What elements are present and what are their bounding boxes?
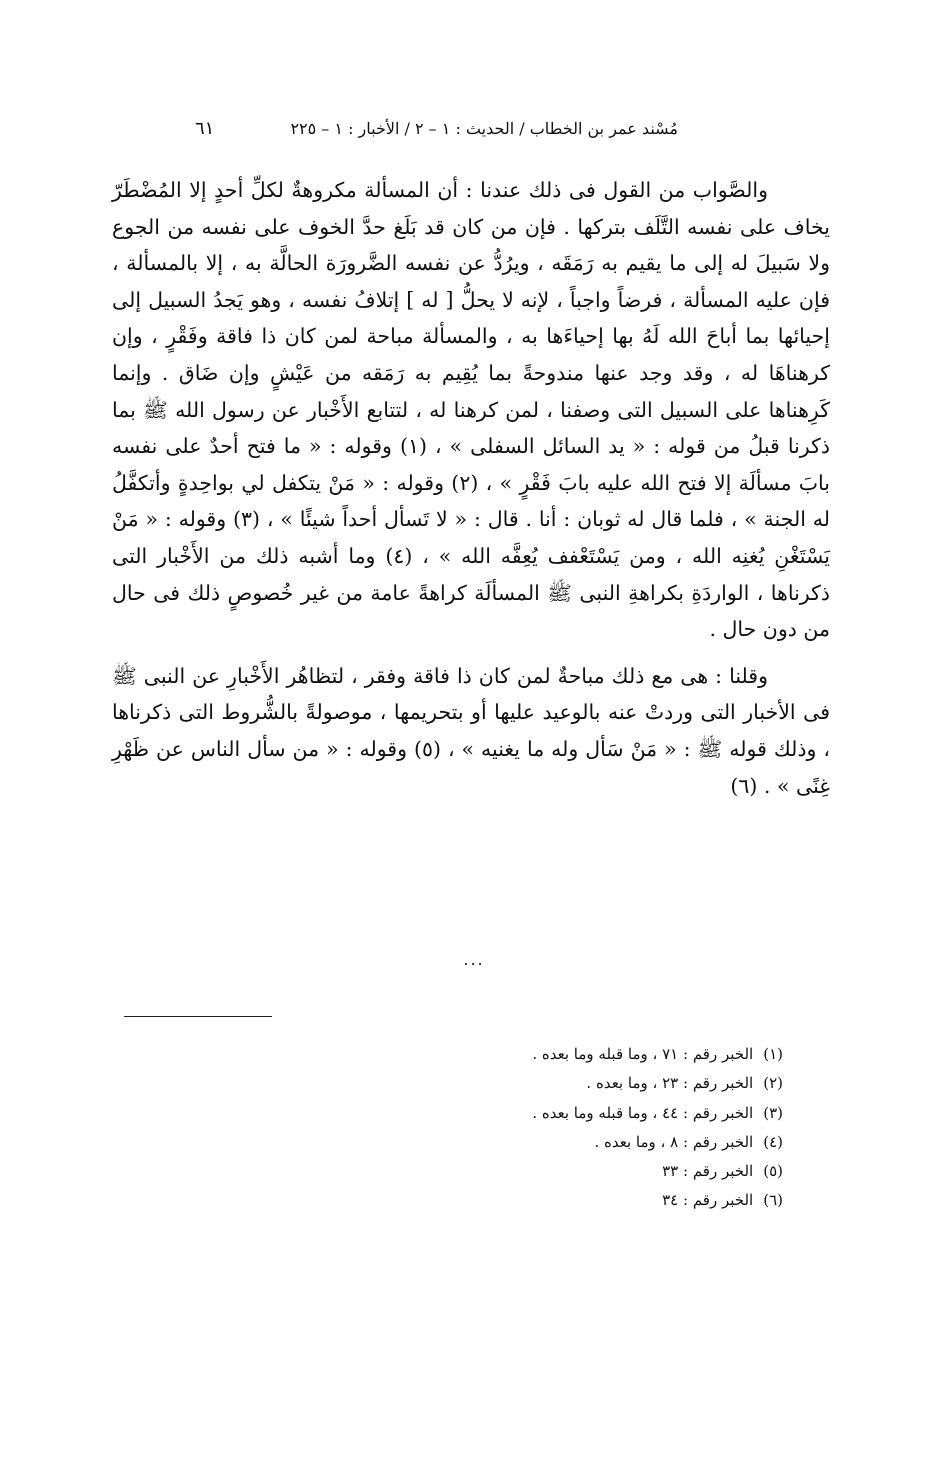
footnotes-list <box>532 1040 783 1216</box>
footnote-text: الخبر رقم : ٣٤ <box>662 1191 754 1210</box>
footnote-text: الخبر رقم : ٣٣ <box>662 1162 754 1181</box>
footnote-item <box>532 1069 783 1098</box>
footnote-number: (٦) <box>763 1191 783 1210</box>
footnote-text: الخبر رقم : ٢٣ ، وما بعده . <box>586 1074 754 1093</box>
footnote-number: (٣) <box>763 1103 783 1122</box>
footnote-text: الخبر رقم : ٨ ، وما بعده . <box>594 1132 754 1151</box>
footnote-text: الخبر رقم : ٤٤ ، وما قبله وما بعده . <box>532 1103 754 1122</box>
paragraph: وقلنا : هى مع ذلك مباحةٌ لمن كان ذا فاقة وفقر ، لتظاهُر الأَخْبارِ عن النبى ﷺ فى الأخبار التى وردتْ عنه بالوعيد عليها أو بتحريمها ، موصولةً بالشُّروط التى ذكرناها ، وذلك قوله ﷺ : « مَنْ سَأل وله ما يغنيه » ، (٥) وقوله : « من سأل الناس عن ظَهْرِ غِنًى » . (٦) <box>112 663 830 798</box>
footnote-number: (٤) <box>763 1132 783 1151</box>
section-ornament: ... <box>463 950 485 969</box>
footnote-number: (١) <box>763 1045 783 1063</box>
footnote-number: (٢) <box>763 1074 783 1093</box>
footnote-divider <box>124 1016 272 1017</box>
footnote-number: (٥) <box>763 1162 783 1181</box>
page-number: ٦١ <box>195 118 215 139</box>
footnote-item <box>532 1128 783 1157</box>
page-header <box>195 118 678 139</box>
footnote-item <box>532 1157 783 1186</box>
footnote-item <box>532 1099 783 1128</box>
running-title: مُسْند عمر بن الخطاب / الحديث : ١ – ٢ / الأخبار : ١ – ٢٢٥ <box>290 119 678 138</box>
footnote-text: الخبر رقم : ٧١ ، وما قبله وما بعده . <box>532 1045 754 1063</box>
paragraph: والصَّواب من القول فى ذلك عندنا : أن المسألة مكروهةٌ لكلِّ أحدٍ إلا المُضْطَرّ يخاف على نفسه التَّلَف بتركها . فإن من كان قد بَلَغ حدَّ الخوف على نفسه من الجوع ولا سَبيلَ له إلى ما يقيم به رَمَقَه ، ويرُدُّ عن نفسه الضَّرورَة الحالَّة به ، إلا بالمسألة ، فإن عليه المسألة ، فرضاً واجباً ، لإنه لا يحلُّ [ له ] إتلافُ نفسه ، وهو يَجدُ السبيل إلى إحيائها بما أباحَ الله لَهُ بها إحياءَها به ، والمسألة مباحة لمن كان ذا فاقة وفَقْرٍ ، وإن كرهناهَا له ، وقد وجد عنها مندوحةً بما يُقِيم به رَمَقه من عَيْشٍ وإن ضَاق . وإنما كَرِهناها على السبيل التى وصفنا ، لمن كرهنا له ، لتتابع الأَخْبار عن رسول الله ﷺ بما ذكرنا قبلُ من قوله : « يد السائل السفلى » ، (١) وقوله : « ما فتح أحدٌ على نفسه بابَ مسألَة إلا فتح الله عليه بابَ فَقْرٍ » ، (٢) وقوله : « مَنْ يتكفل لي بواحِدةٍ وأتكفَّلُ له الجنة » ، فلما قال له ثوبان : أنا . قال : « لا تَسأل أحداً شيئًا » ، (٣) وقوله : « مَنْ يَسْتَغْنِ يُغنِه الله ، ومن يَسْتَعْفف يُعِفَّه الله » ، (٤) وما أشبه ذلك من الأَخْبار التى ذكرناها ، الواردَةِ بكراهةِ النبى ﷺ المسألَة كراهةً عامة من غير خُصوصٍ ذلك فى حال من دون حال . <box>112 178 831 642</box>
footnote-item <box>532 1186 783 1215</box>
body-text <box>112 172 830 804</box>
footnote-item <box>532 1040 783 1069</box>
